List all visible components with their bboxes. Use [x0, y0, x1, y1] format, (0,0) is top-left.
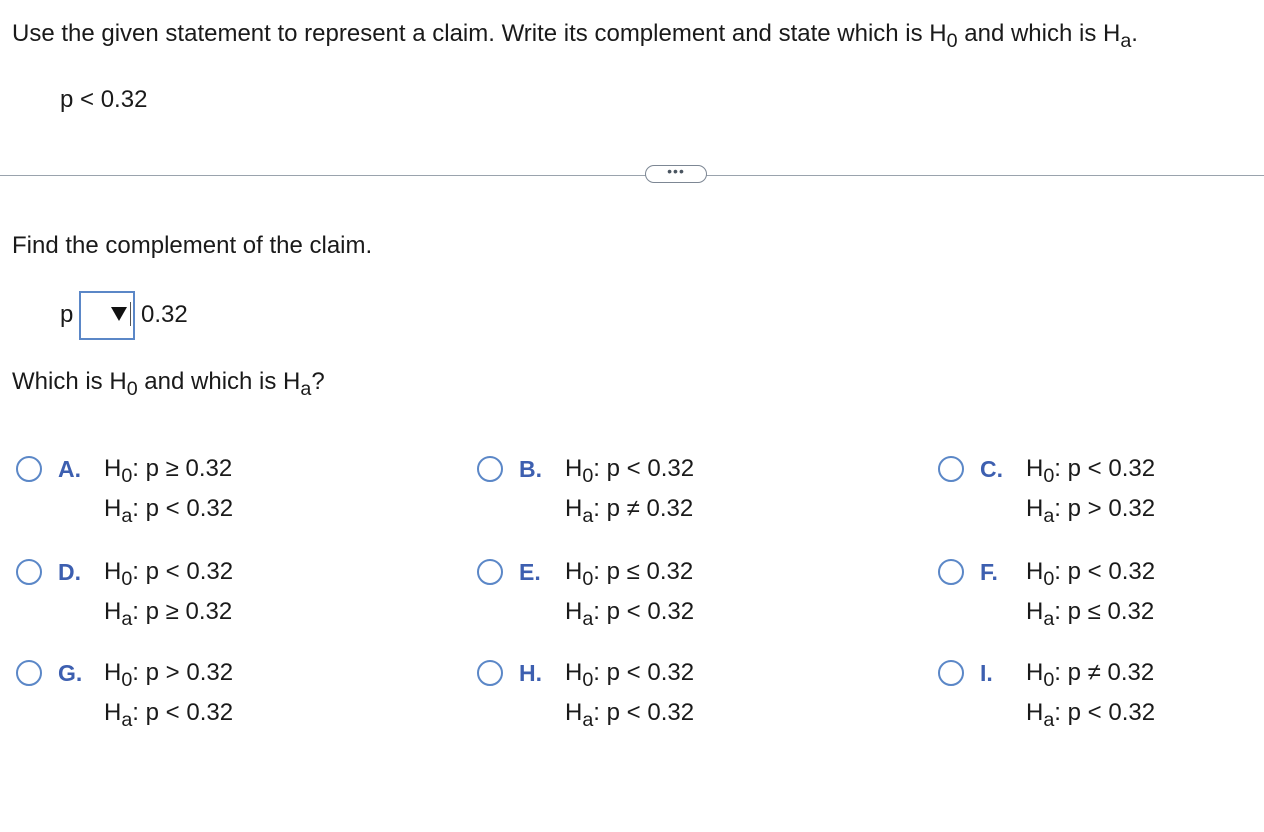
- option-letter: I.: [980, 660, 993, 686]
- option-letter: F.: [980, 559, 998, 585]
- option-f[interactable]: [938, 559, 1264, 639]
- instruction-text: Use the given statement to represent a claim. Write its complement and state which is $H_0$ and which is $H_a$.: [12, 20, 1138, 52]
- option-e[interactable]: [477, 559, 837, 639]
- option-d[interactable]: [16, 559, 376, 639]
- expand-more-button[interactable]: •••: [645, 165, 707, 183]
- option-h[interactable]: [477, 660, 837, 740]
- radio-button-e[interactable]: [477, 559, 503, 585]
- option-h0: $H_0$: p < 0.32: [1026, 455, 1156, 487]
- option-letter: H.: [519, 660, 542, 686]
- option-h0: $H_0$: p < 0.32: [565, 659, 695, 691]
- option-ha: $H_a$: p ≤ 0.32: [1026, 598, 1155, 630]
- option-h0: $H_0$: p ≤ 0.32: [565, 558, 694, 590]
- option-g[interactable]: [16, 660, 376, 740]
- complement-value: 0.32: [141, 301, 188, 328]
- radio-button-b[interactable]: [477, 456, 503, 482]
- find-complement-prompt: Find the complement of the claim.: [12, 232, 373, 259]
- option-letter: G.: [58, 660, 83, 686]
- option-b[interactable]: [477, 456, 837, 536]
- radio-button-d[interactable]: [16, 559, 42, 585]
- option-h0: $H_0$: p < 0.32: [565, 455, 695, 487]
- option-letter: B.: [519, 456, 542, 482]
- option-letter: D.: [58, 559, 81, 585]
- section-divider: [0, 175, 1264, 176]
- option-ha: $H_a$: p < 0.32: [104, 699, 234, 731]
- claim-statement: p < 0.32: [60, 86, 148, 113]
- option-h0: $H_0$: p ≠ 0.32: [1026, 659, 1155, 691]
- option-ha: $H_a$: p < 0.32: [565, 699, 695, 731]
- option-ha: $H_a$: p < 0.32: [104, 495, 234, 527]
- complement-operator-dropdown[interactable]: [79, 291, 135, 340]
- dropdown-arrow-box: [109, 302, 131, 326]
- option-letter: A.: [58, 456, 81, 482]
- option-h0: $H_0$: p < 0.32: [104, 558, 234, 590]
- dropdown-triangle-icon: [111, 307, 127, 321]
- radio-button-h[interactable]: [477, 660, 503, 686]
- option-letter: C.: [980, 456, 1003, 482]
- radio-button-a[interactable]: [16, 456, 42, 482]
- radio-button-c[interactable]: [938, 456, 964, 482]
- option-c[interactable]: [938, 456, 1264, 536]
- option-ha: $H_a$: p < 0.32: [565, 598, 695, 630]
- option-h0: $H_0$: p < 0.32: [1026, 558, 1156, 590]
- option-h0: $H_0$: p ≥ 0.32: [104, 455, 233, 487]
- option-i[interactable]: [938, 660, 1264, 740]
- option-ha: $H_a$: p ≥ 0.32: [104, 598, 233, 630]
- option-ha: $H_a$: p ≠ 0.32: [565, 495, 694, 527]
- option-a[interactable]: [16, 456, 376, 536]
- which-hypothesis-prompt: Which is $H_0$ and which is $H_a$?: [12, 368, 325, 400]
- radio-button-f[interactable]: [938, 559, 964, 585]
- option-ha: $H_a$: p < 0.32: [1026, 699, 1156, 731]
- radio-button-i[interactable]: [938, 660, 964, 686]
- radio-button-g[interactable]: [16, 660, 42, 686]
- complement-variable: p: [60, 301, 74, 328]
- option-letter: E.: [519, 559, 541, 585]
- option-h0: $H_0$: p > 0.32: [104, 659, 234, 691]
- option-ha: $H_a$: p > 0.32: [1026, 495, 1156, 527]
